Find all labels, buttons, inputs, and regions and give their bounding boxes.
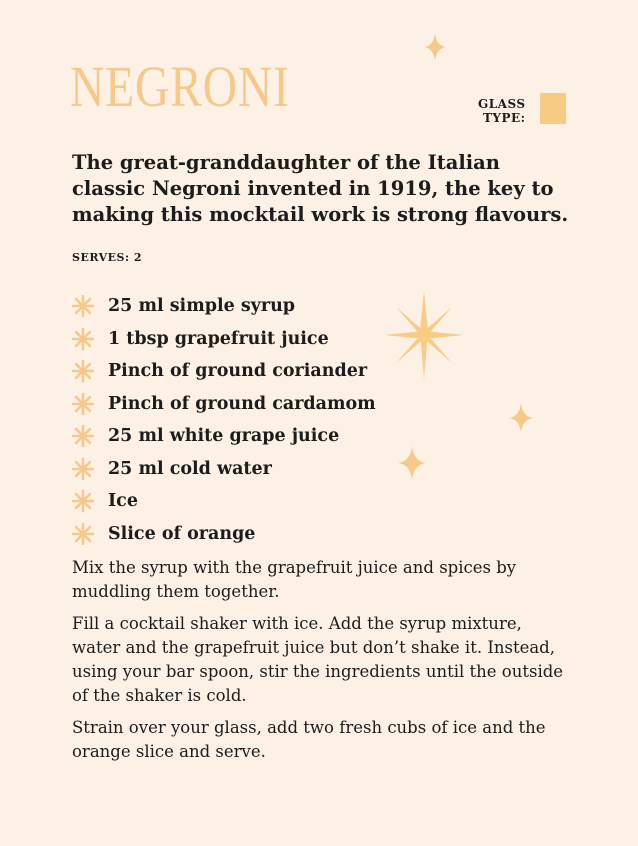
ingredient-list: [72, 290, 376, 550]
list-item: [72, 388, 376, 421]
ingredient-label: 25 ml white grape juice: [108, 426, 340, 447]
ingredient-label: Slice of orange: [108, 523, 256, 544]
method-steps: [72, 556, 572, 772]
ingredient-label: 1 tbsp grapefruit juice: [108, 328, 329, 349]
glass-type-swatch: [540, 93, 566, 124]
small-sparkle-icon: [424, 33, 446, 61]
list-item: [72, 420, 376, 453]
list-item: [72, 518, 376, 551]
small-sparkle-icon: [398, 446, 426, 480]
ingredient-label: 25 ml simple syrup: [108, 296, 296, 317]
starburst-bullet-icon: [72, 360, 94, 382]
list-item: [72, 290, 376, 323]
list-item: [72, 355, 376, 388]
ingredient-label: Pinch of ground cardamom: [108, 393, 376, 414]
starburst-bullet-icon: [72, 458, 94, 480]
large-starburst-icon: [384, 290, 464, 380]
glass-type-label: GLASS TYPE:: [478, 97, 526, 125]
starburst-bullet-icon: [72, 393, 94, 415]
starburst-bullet-icon: [72, 328, 94, 350]
small-sparkle-icon: [509, 403, 533, 433]
list-item: [72, 485, 376, 518]
method-step: Mix the syrup with the grapefruit juice and spices by muddling them together.: [72, 558, 517, 601]
recipe-intro: The great-granddaughter of the Italian classic Negroni invented in 1919, the key to making this mocktail work is strong flavours.: [72, 151, 569, 226]
recipe-title: NEGRONI: [70, 54, 290, 119]
list-item: [72, 453, 376, 486]
method-step: Fill a cocktail shaker with ice. Add the syrup mixture, water and the grapefruit juice but don’t shake it. Instead, using your bar spoon, stir the ingredients until the outside of the shaker is cold.: [72, 614, 564, 705]
starburst-bullet-icon: [72, 295, 94, 317]
starburst-bullet-icon: [72, 523, 94, 545]
ingredient-label: 25 ml cold water: [108, 458, 272, 479]
starburst-bullet-icon: [72, 490, 94, 512]
ingredient-label: Ice: [108, 491, 138, 512]
method-step: Strain over your glass, add two fresh cubs of ice and the orange slice and serve.: [72, 718, 546, 761]
ingredient-label: Pinch of ground coriander: [108, 361, 368, 382]
starburst-bullet-icon: [72, 425, 94, 447]
serves-count: SERVES: 2: [72, 251, 142, 264]
list-item: [72, 323, 376, 356]
